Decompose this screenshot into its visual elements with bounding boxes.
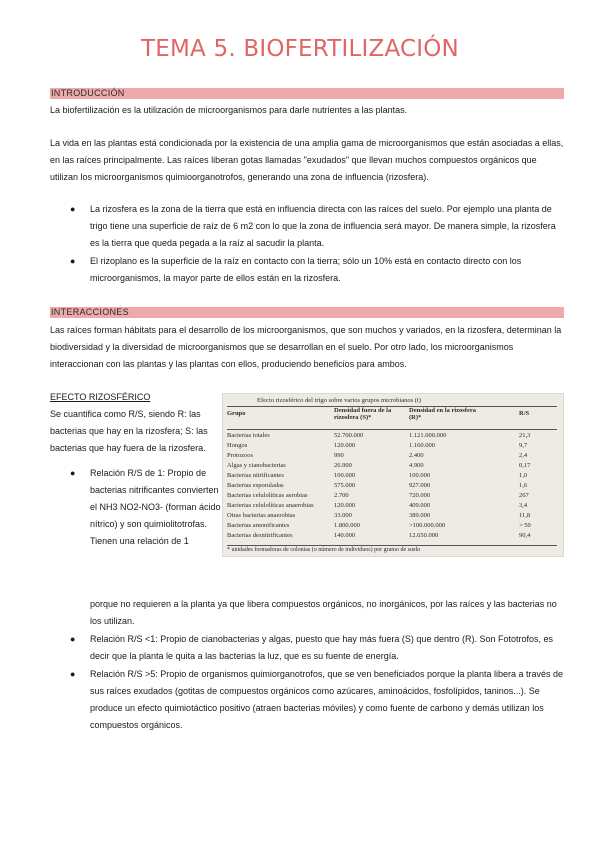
bullet-icon: ● (70, 468, 76, 478)
table-row (227, 432, 557, 440)
table-cell: 389.000 (409, 512, 431, 519)
table-rule (227, 429, 557, 430)
section-heading-introduccion: INTRODUCCIÓN (50, 88, 564, 99)
table-row (227, 502, 557, 510)
bullet-text: Relación R/S de 1: Propio de bacterias nitrificantes convierten el NH3 NO2-NO3- (forman ácido nítrico) y son quimiolitotrofas. Tienen una relación de 1 (90, 468, 221, 546)
section-heading-interacciones: INTERACCIONES (50, 307, 564, 318)
table-cell: 140.000 (334, 532, 356, 539)
list-item (70, 253, 565, 287)
table-cell: 990 (334, 452, 344, 459)
table-cell: 12.650.000 (409, 532, 439, 539)
table-cell: 4.900 (409, 462, 424, 469)
table-cell: Hongos (227, 442, 248, 449)
table-cell: 720.000 (409, 492, 431, 499)
table-cell: Bacterias esporuladas (227, 482, 284, 489)
table-cell: >100.000.000 (409, 522, 446, 529)
table-row (227, 512, 557, 520)
bullet-icon: ● (70, 669, 76, 679)
table-caption: Efecto rizosférico del trigo sobre varios grupos microbianos (t) (257, 397, 421, 404)
table-row (227, 452, 557, 460)
table-cell: Bacterias nitrificantes (227, 472, 284, 479)
table-row (227, 492, 557, 500)
intro-paragraph-2: La vida en las plantas está condicionada por la existencia de una amplia gama de microorganismos que están asociadas a ellas, en las raíces principalmente. Las raíces liberan gotas llamadas "exudados" que llevan muchos compuestos orgánicos que utilizan los microorganismos quimioorganotrofos, generando una zona de influencia (rizosfera). (50, 138, 564, 182)
table-header-rs: R/S (519, 410, 530, 417)
bullet-continuation: porque no requieren a la planta ya que libera compuestos orgánicos, no inorgánicos, por las raíces y las bacterias no los utilizan. (90, 599, 557, 626)
table-cell: 21,3 (519, 432, 531, 439)
table-cell: 2.700 (334, 492, 349, 499)
bullet-icon: ● (70, 634, 76, 644)
table-cell: Algas y cianobacterias (227, 462, 286, 469)
interacciones-paragraph: Las raíces forman hábitats para el desarrollo de los microorganismos, que son muchos y variados, en la rizosfera, determinan la biodiversidad y la diversidad de microorganismos que se desarrollan en el suelo. Por otro lado, los microorganismos interaccionan con las plantas y las plantas con ellos, produciendo beneficios para ambos. (50, 325, 562, 369)
table-cell: 26.900 (334, 462, 352, 469)
table-cell: 120.000 (334, 502, 356, 509)
bullet-text: Relación R/S >5: Propio de organismos quimiorganotrofos, que se ven beneficiados porque la planta libera a través de sus raíces exudados (gotitas de compuestos orgánicos como azúcares, aminoácidos, fosfolípidos, taninos...). Se produce un efecto quimiotáctico positivo (atraen bacterias móviles) y como fuente de carbono y demás utilizan los compuestos orgánicos. (90, 669, 564, 730)
table-cell: > 50 (519, 522, 531, 529)
table-cell: 575.000 (334, 482, 356, 489)
table-cell: 52.700.000 (334, 432, 364, 439)
table-cell: 0,17 (519, 462, 531, 469)
efecto-rizosferico-text: Se cuantifica como R/S, siendo R: las bacterias que hay en la rizosfera; S: las bacterias que hay fuera de la rizosfera. (50, 409, 208, 453)
table-row (227, 442, 557, 450)
table-cell: Bacterias celulolíticas anaerobias (227, 502, 314, 509)
list-item (70, 631, 565, 665)
table-cell: Bacterias celulolíticas aerobias (227, 492, 308, 499)
table-cell: 927.000 (409, 482, 431, 489)
table-cell: Otras bacterias anaerobias (227, 512, 296, 519)
table-row (227, 522, 557, 530)
bullet-text: Relación R/S <1: Propio de cianobacterias y algas, puesto que hay más fuera (S) que dentro (R). Son Fototrofos, es decir que la planta le quita a las bacterias la luz, que es su fuente de energía. (90, 634, 553, 661)
table-cell: 1,6 (519, 482, 528, 489)
table-cell: Bacterias totales (227, 432, 270, 439)
table-row (227, 472, 557, 480)
table-cell: 120.000 (334, 442, 356, 449)
table-header-r: Densidad en la rizosfera (R)* (409, 407, 476, 421)
table-cell: 267 (519, 492, 529, 499)
table-cell: 3,4 (519, 502, 528, 509)
table-row (227, 532, 557, 540)
table-cell: Bacterias desnitrificantes (227, 532, 293, 539)
subheading-efecto-rizosferico: EFECTO RIZOSFÉRICO (50, 392, 151, 402)
bullet-icon: ● (70, 256, 76, 266)
table-cell: 1,0 (519, 472, 528, 479)
table-cell: 1.160.000 (409, 442, 435, 449)
rizosferic-effect-table (222, 393, 564, 557)
table-cell: 2.400 (409, 452, 424, 459)
table-cell: 1.800.000 (334, 522, 360, 529)
table-cell: 33.000 (334, 512, 352, 519)
table-row (227, 462, 557, 470)
intro-paragraph-1: La biofertilización es la utilización de microorganismos para darle nutrientes a las plantas. (50, 105, 408, 115)
table-cell: 9,7 (519, 442, 528, 449)
table-cell: 1.121.000.000 (409, 432, 447, 439)
table-rule (227, 545, 557, 546)
table-row (227, 482, 557, 490)
bullet-text: La rizosfera es la zona de la tierra que está en influencia directa con las raíces del suelo. Por ejemplo una planta de trigo tiene una superficie de raíz de 6 m2 con lo que la zona de influencia será mayor. De manera simple, la rizosfera es la tierra que queda pegada a la raíz al sacudir la planta. (90, 204, 556, 248)
bullet-icon: ● (70, 204, 76, 214)
table-footnote: * unidades formadoras de colonias (o número de individuos) por gramo de suelo (227, 547, 421, 553)
table-cell: 11,8 (519, 512, 531, 519)
list-item (70, 201, 565, 252)
table-header-grupo: Grupo (227, 410, 246, 417)
list-item (70, 465, 223, 550)
table-cell: 100.000 (409, 472, 431, 479)
table-cell: Bacterias amonificantes (227, 522, 290, 529)
table-cell: 2,4 (519, 452, 528, 459)
list-item (70, 666, 565, 734)
table-cell: Protozoos (227, 452, 253, 459)
table-cell: 100.000 (334, 472, 356, 479)
table-cell: 409.000 (409, 502, 431, 509)
bullet-text: El rizoplano es la superficie de la raíz en contacto con la tierra; sólo un 10% está en contacto directo con los microorganismos, la mayor parte de ellos están en la rizosfera. (90, 256, 522, 283)
table-cell: 90,4 (519, 532, 531, 539)
page-title: TEMA 5. BIOFERTILIZACIÓN (141, 36, 459, 62)
table-header-s: Densidad fuera de la rizosfera (S)* (334, 407, 392, 421)
